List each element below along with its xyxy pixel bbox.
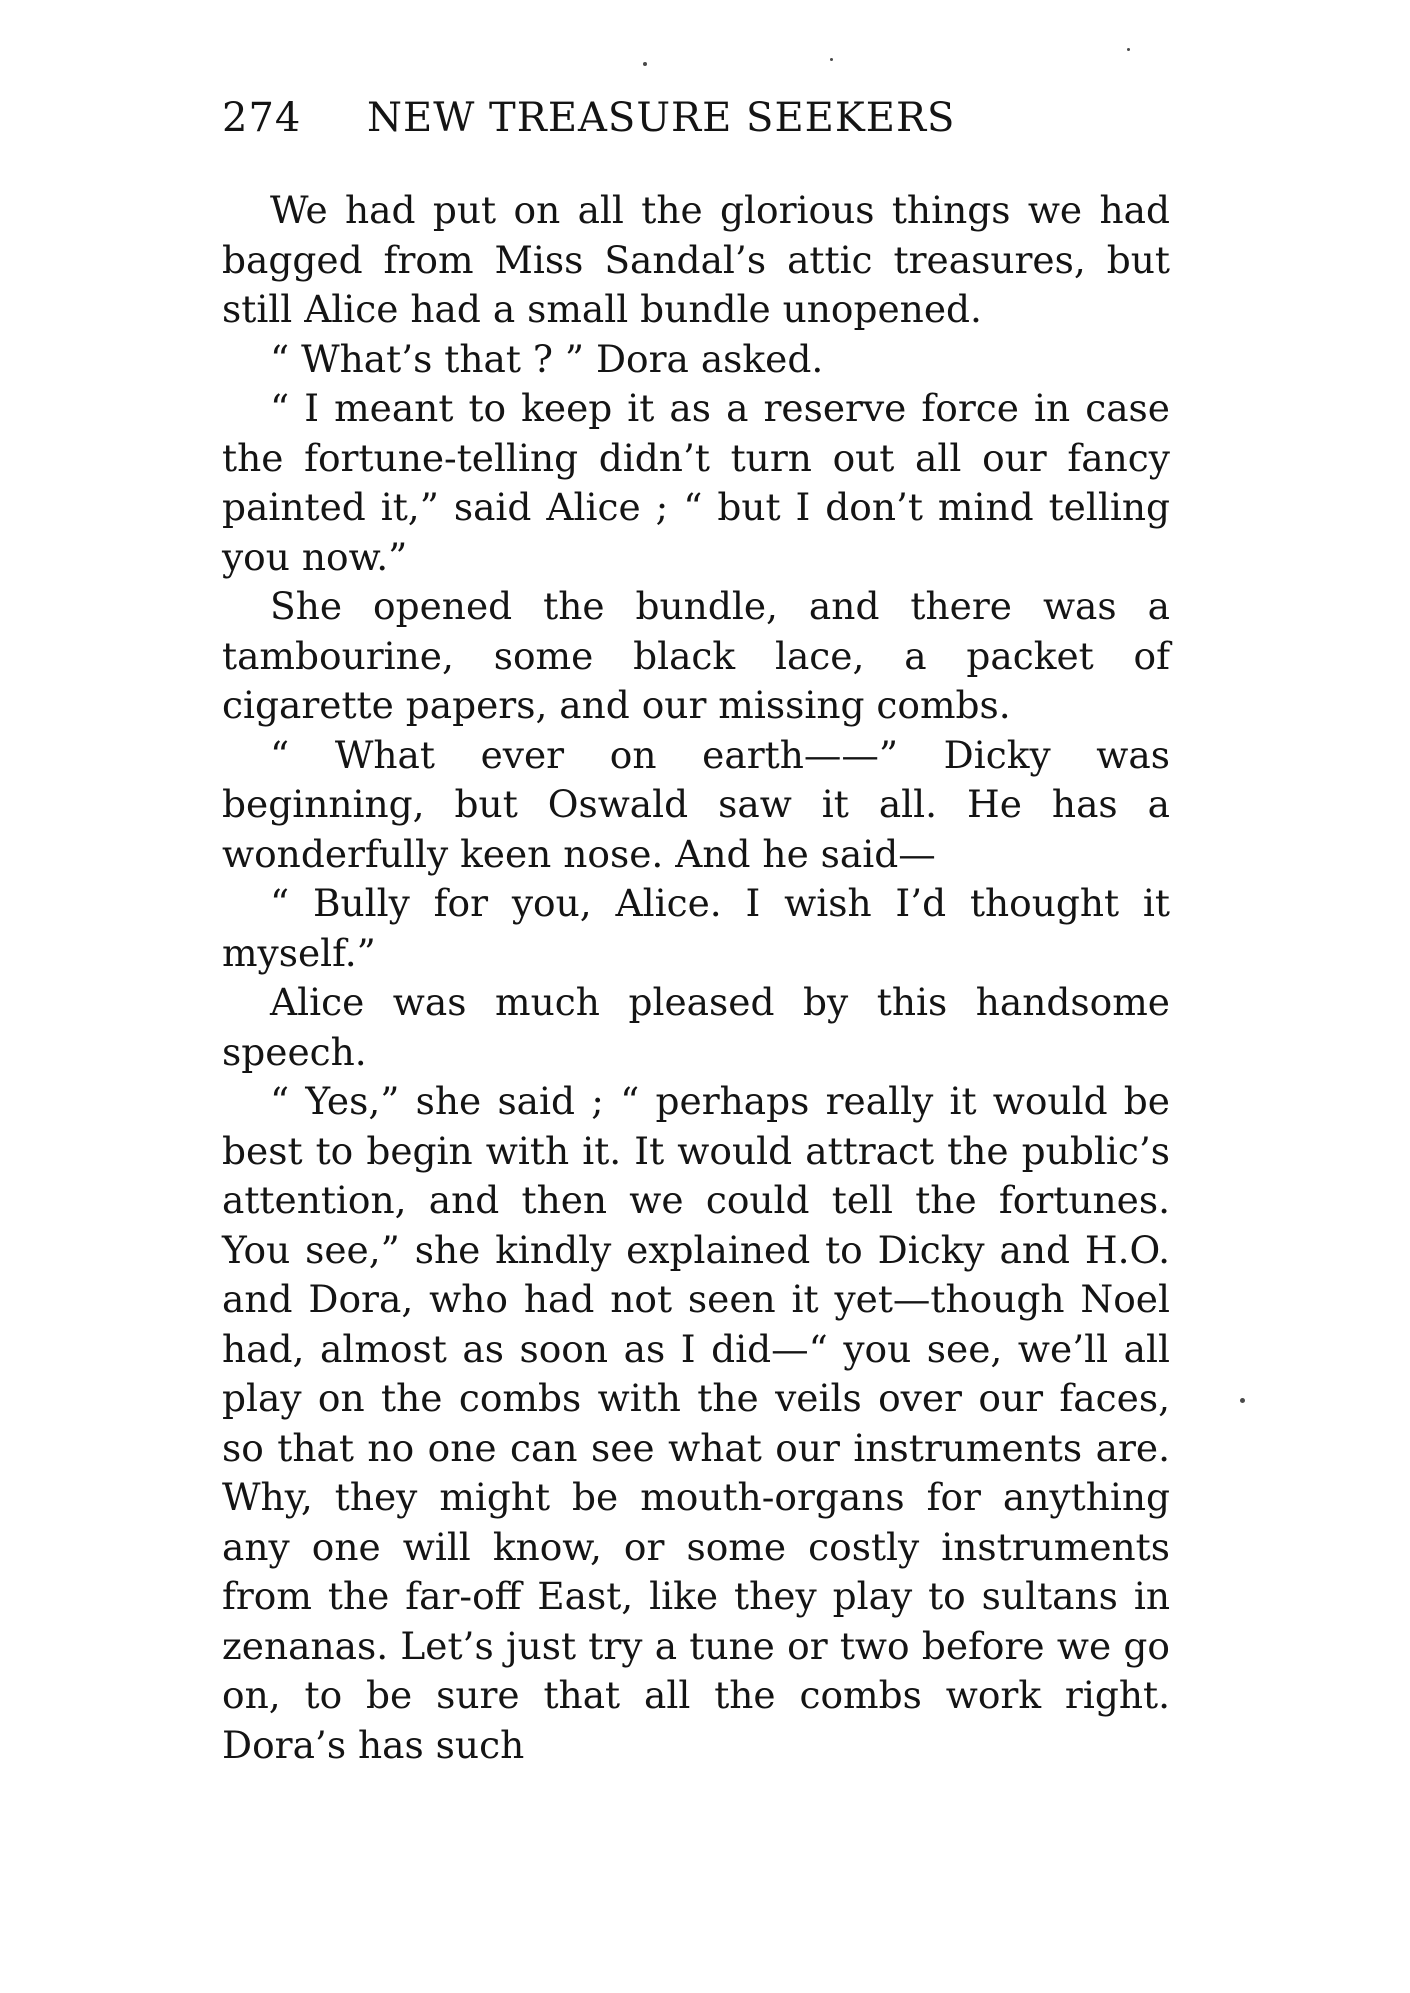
- paragraph: “ What ever on earth——” Dicky was beginning, but Oswald saw it all. He has a wonderfully keen nose. And he said—: [222, 732, 1170, 876]
- page-number: 274: [222, 95, 302, 141]
- paragraph: “ Yes,” she said ; “ perhaps really it would be best to begin with it. It would attract the public’s attention, and then we could tell the fortunes. You see,” she kindly explained to Dicky and H.O. and Dora, who had not seen it yet—though Noel had, almost as soon as I did—“ you see, we’ll all play on the combs with the veils over our faces, so that no one can see what our instruments are. Why, they might be mouth-organs for anything any one will know, or some costly instruments from the far-off East, like they play to sultans in zenanas. Let’s just try a tune or two before we go on, to be sure that all the combs work right. Dora’s has such: [222, 1079, 1170, 1767]
- paragraph: “ I meant to keep it as a reserve force in case the fortune-telling didn’t turn out all our fancy painted it,” said Alice ; “ but I don’t mind telling you now.”: [222, 386, 1170, 579]
- scan-speck: [643, 62, 647, 66]
- paragraph: “ What’s that ? ” Dora asked.: [270, 336, 824, 381]
- paragraph: Alice was much pleased by this handsome speech.: [222, 980, 1170, 1074]
- scan-speck: [1240, 1398, 1245, 1403]
- body-text: [222, 186, 1170, 1770]
- scan-speck: [1127, 48, 1130, 51]
- page-header: [222, 95, 1172, 145]
- paragraph: “ Bully for you, Alice. I wish I’d thought it myself.”: [222, 881, 1170, 975]
- running-head: NEW TREASURE SEEKERS: [367, 95, 956, 141]
- paragraph: We had put on all the glorious things we had bagged from Miss Sandal’s attic treasures, but still Alice had a small bundle unopened.: [222, 188, 1170, 331]
- scan-speck: [830, 58, 833, 61]
- paragraph: She opened the bundle, and there was a tambourine, some black lace, a packet of cigarette papers, and our missing combs.: [222, 584, 1170, 727]
